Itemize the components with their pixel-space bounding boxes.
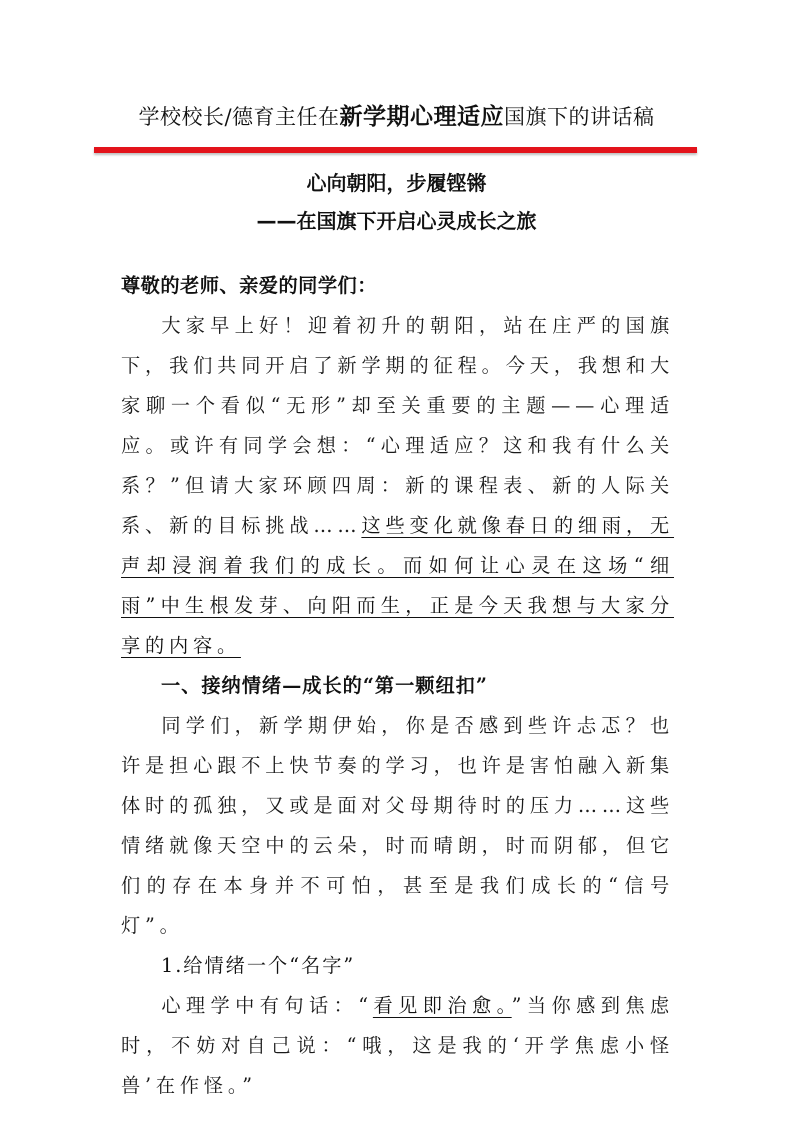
subsection1-paragraph <box>121 986 674 1106</box>
greeting: 尊敬的老师、亲爱的同学们： <box>121 274 377 297</box>
title-prefix: 学校校长/德育主任在 <box>138 105 340 129</box>
section1-paragraph: 同学们，新学期伊始，你是否感到些许忐忑？也许是担心跟不上快节奏的学习，也许是害怕融入新集体时的孤独，又或是面对父母期待时的压力……这些情绪就像天空中的云朵，时而晴朗，时而阴郁，但它们的存在本身并不可怕，甚至是我们成长的“信号灯”。 <box>121 714 674 937</box>
quote-lead-text: 心理学中有句话：“ <box>161 994 373 1017</box>
quote-trailing-text: ”当你感到焦虑时，不妨对自己说：“哦，这是我的‘开学焦虑小怪兽’在作怪。” <box>121 994 674 1097</box>
title-suffix: 国旗下的讲话稿 <box>504 105 655 129</box>
speech-body <box>121 266 674 1106</box>
intro-paragraph <box>121 306 674 666</box>
document-title <box>0 101 793 133</box>
intro-underlined-text: 这些变化就像春日的细雨，无声却浸润着我们的成长。而如何让心灵在这场“细雨”中生根发芽、向阳而生，正是今天我想与大家分享的内容。 <box>121 514 675 657</box>
section-heading-1: 一、接纳情绪—成长的“第一颗纽扣” <box>161 674 488 697</box>
subsection-heading-1: 1.给情绪一个“名字” <box>161 954 356 977</box>
red-divider-rule <box>94 147 697 153</box>
title-emphasis: 新学期心理适应 <box>339 104 505 130</box>
quote-underlined-text: 看见即治愈。 <box>372 994 512 1017</box>
speech-subtitle-secondary: ——在国旗下开启心灵成长之旅 <box>256 209 537 233</box>
intro-plain-text: 大家早上好！迎着初升的朝阳，站在庄严的国旗下，我们共同开启了新学期的征程。今天，我想和大家聊一个看似“无形”却至关重要的主题——心理适应。或许有同学会想：“心理适应？这和我有什么关系？”但请大家环顾四周：新的课程表、新的人际关系、新的目标挑战…… <box>121 314 674 537</box>
speech-subtitle-main: 心向朝阳，步履铿锵 <box>306 171 487 195</box>
